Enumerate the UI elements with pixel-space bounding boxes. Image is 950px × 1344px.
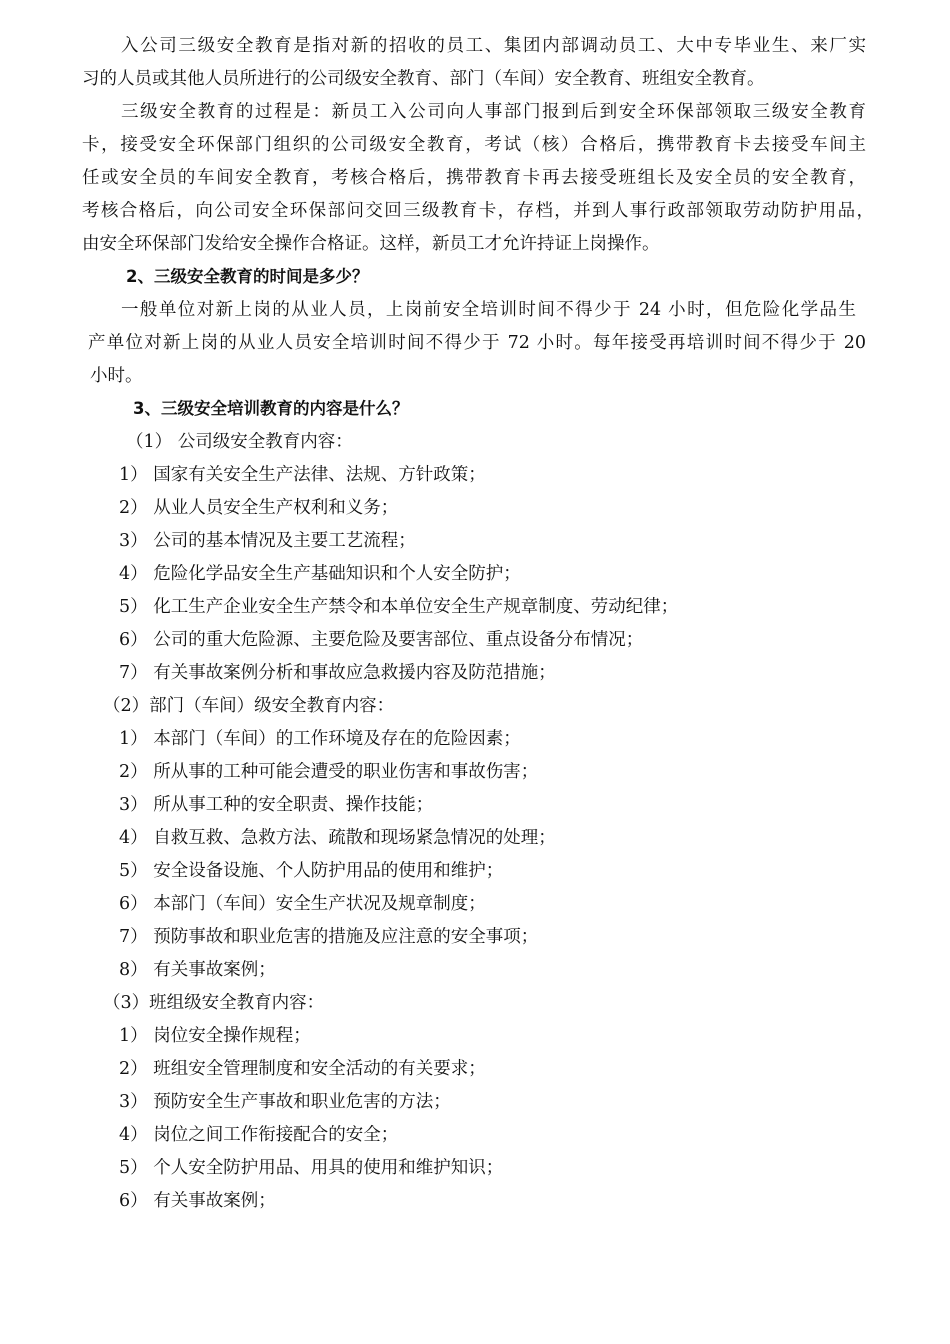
group1-item-6: 6） 公司的重大危险源、主要危险及要害部位、重点设备分布情况； <box>119 630 644 650</box>
group3-item-6: 6） 有关事故案例； <box>119 1191 276 1211</box>
intro-p1-line-2: 习的人员或其他人员所进行的公司级安全教育、部门（车间）安全教育、班组安全教育。 <box>82 69 765 89</box>
intro-p2-line-5: 由安全环保部门发给安全操作合格证。这样，新员工才允许持证上岗操作。 <box>82 234 660 254</box>
group2-title: （2）部门（车间）级安全教育内容： <box>103 696 395 716</box>
group3-item-2: 2） 班组安全管理制度和安全活动的有关要求； <box>119 1059 486 1079</box>
group1-item-1: 1） 国家有关安全生产法律、法规、方针政策； <box>119 465 486 485</box>
group1-title: （1） 公司级安全教育内容： <box>126 432 353 452</box>
group1-item-5: 5） 化工生产企业安全生产禁令和本单位安全生产规章制度、劳动纪律； <box>119 597 679 617</box>
group3-item-4: 4） 岗位之间工作衔接配合的安全； <box>119 1125 399 1145</box>
group3-item-1: 1） 岗位安全操作规程； <box>119 1026 311 1046</box>
intro-p2-line-4: 考核合格后，向公司安全环保部问交回三级教育卡，存档，并到人事行政部领取劳动防护用品， <box>82 201 874 221</box>
group2-item-4: 4） 自救互救、急救方法、疏散和现场紧急情况的处理； <box>119 828 556 848</box>
group2-item-5: 5） 安全设备设施、个人防护用品的使用和维护； <box>119 861 504 881</box>
group2-item-3: 3） 所从事工种的安全职责、操作技能； <box>119 795 434 815</box>
group1-item-3: 3） 公司的基本情况及主要工艺流程； <box>119 531 416 551</box>
group2-item-8: 8） 有关事故案例； <box>119 960 276 980</box>
group3-item-3: 3） 预防安全生产事故和职业危害的方法； <box>119 1092 451 1112</box>
group1-item-2: 2） 从业人员安全生产权利和义务； <box>119 498 399 518</box>
group3-title: （3）班组级安全教育内容： <box>103 993 325 1013</box>
group2-item-6: 6） 本部门（车间）安全生产状况及规章制度； <box>119 894 486 914</box>
section2-line-2: 产单位对新上岗的从业人员安全培训时间不得少于 72 小时。每年接受再培训时间不得少于 20 <box>88 333 866 353</box>
group2-item-7: 7） 预防事故和职业危害的措施及应注意的安全事项； <box>119 927 539 947</box>
intro-p2-line-2: 卡，接受安全环保部门组织的公司级安全教育，考试（核）合格后，携带教育卡去接受车间主 <box>82 135 866 155</box>
group1-item-4: 4） 危险化学品安全生产基础知识和个人安全防护； <box>119 564 521 584</box>
group3-item-5: 5） 个人安全防护用品、用具的使用和维护知识； <box>119 1158 504 1178</box>
intro-p1-line-1: 入公司三级安全教育是指对新的招收的员工、集团内部调动员工、大中专毕业生、来厂实 <box>121 36 866 56</box>
section2-line-1: 一般单位对新上岗的从业人员，上岗前安全培训时间不得少于 24 小时，但危险化学品生 <box>121 300 856 320</box>
group1-item-7: 7） 有关事故案例分析和事故应急救援内容及防范措施； <box>119 663 556 683</box>
section2-heading: 2、三级安全教育的时间是多少？ <box>126 267 369 286</box>
section3-heading: 3、三级安全培训教育的内容是什么？ <box>133 399 409 418</box>
section2-line-3: 小时。 <box>90 366 143 386</box>
intro-p2-line-1: 三级安全教育的过程是：新员工入公司向人事部门报到后到安全环保部领取三级安全教育 <box>121 102 866 122</box>
intro-p2-line-3: 任或安全员的车间安全教育，考核合格后，携带教育卡再去接受班组长及安全员的安全教育， <box>82 168 866 188</box>
group2-item-1: 1） 本部门（车间）的工作环境及存在的危险因素； <box>119 729 521 749</box>
group2-item-2: 2） 所从事的工种可能会遭受的职业伤害和事故伤害； <box>119 762 539 782</box>
